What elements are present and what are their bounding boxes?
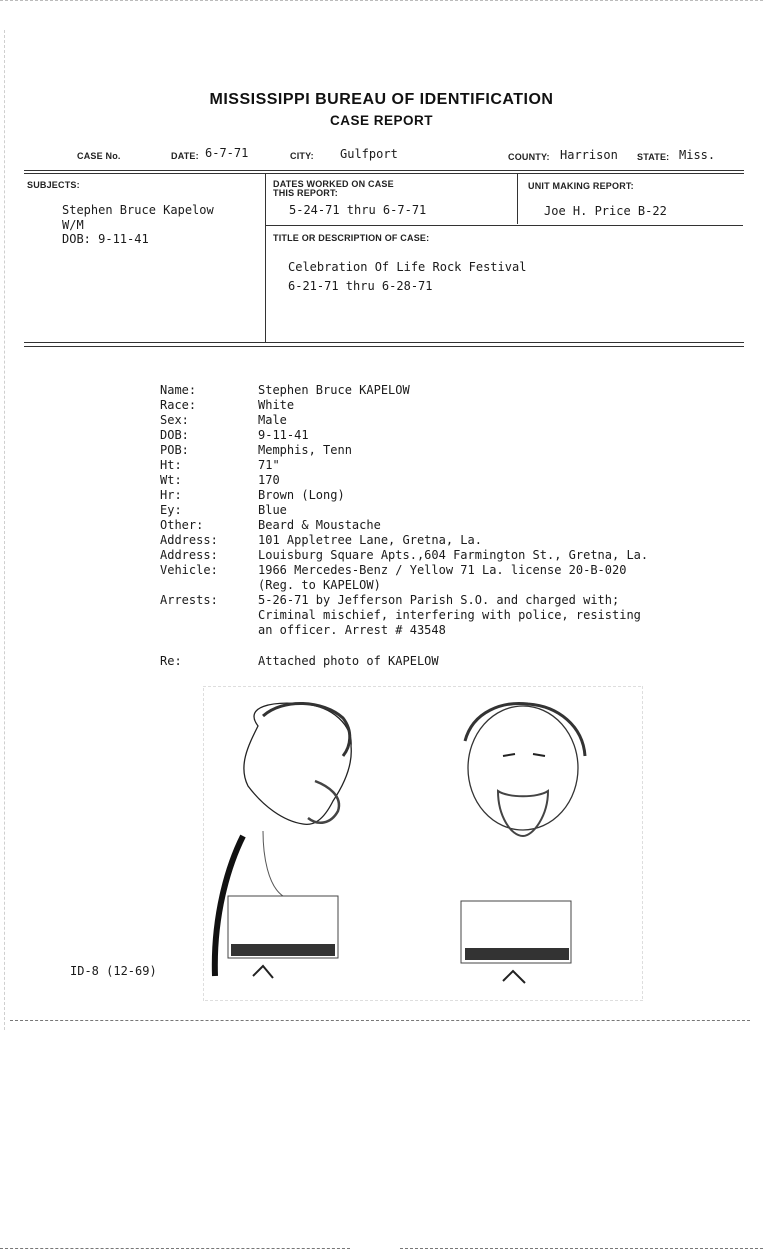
detail-label: DOB: [160,428,189,442]
unit-value: Joe H. Price B-22 [544,204,667,218]
re-value: Attached photo of KAPELOW [258,654,439,668]
detail-value: Male [258,413,287,427]
subject-dob: DOB: 9-11-41 [62,232,149,246]
form-code: ID-8 (12-69) [70,964,157,978]
subject-race-sex: W/M [62,218,84,232]
box-mid-line [265,225,743,226]
detail-value: 71" [258,458,280,472]
detail-label: Ey: [160,503,182,517]
dates-worked-label [273,180,394,198]
detail-value: 9-11-41 [258,428,309,442]
city-value: Gulfport [340,147,398,161]
detail-label: Sex: [160,413,189,427]
subject-name: Stephen Bruce Kapelow [62,203,214,217]
agency-title: MISSISSIPPI BUREAU OF IDENTIFICATION [209,91,554,108]
county-value: Harrison [560,148,618,162]
county-label: COUNTY: [508,152,550,162]
detail-label: Vehicle: [160,563,218,577]
detail-value: Brown (Long) [258,488,345,502]
detail-value: Blue [258,503,287,517]
box-top-line [24,170,744,171]
detail-value: Memphis, Tenn [258,443,352,457]
case-title-line-1: Celebration Of Life Rock Festival [288,260,527,274]
state-label: STATE: [637,152,670,162]
detail-value: Stephen Bruce KAPELOW [258,383,410,397]
box-divider-left [265,174,266,342]
detail-label: Address: [160,533,218,547]
dates-worked-label-line-1: DATES WORKED ON CASE [273,179,394,189]
detail-value: (Reg. to KAPELOW) [258,578,381,592]
detail-label: Wt: [160,473,182,487]
detail-value: 101 Appletree Lane, Gretna, La. [258,533,482,547]
page-top-border [0,0,763,1]
case-no-label: CASE No. [77,151,121,161]
box-divider-right [517,174,518,224]
detail-label: Hr: [160,488,182,502]
detail-value: 5-26-71 by Jefferson Parish S.O. and charged with; [258,593,620,607]
box-bottom-line [24,342,744,343]
mugshot-photo [203,686,643,1001]
re-label: Re: [160,654,182,668]
detail-value: Beard & Moustache [258,518,381,532]
dates-worked-label-line-2: THIS REPORT: [273,188,338,198]
unit-label: UNIT MAKING REPORT: [528,181,634,191]
page-fold-line [10,1020,750,1021]
box-bottom-line-2 [24,346,744,347]
date-label: DATE: [171,151,199,161]
box-top-line-2 [24,173,744,174]
page-bottom-line-right [400,1248,763,1249]
dates-worked-value: 5-24-71 thru 6-7-71 [289,203,427,217]
page-left-edge [4,30,5,1030]
detail-value: 170 [258,473,280,487]
detail-value: an officer. Arrest # 43548 [258,623,446,637]
detail-label: Arrests: [160,593,218,607]
detail-label: Race: [160,398,197,412]
case-title-line-2: 6-21-71 thru 6-28-71 [288,279,433,293]
city-label: CITY: [290,151,314,161]
detail-value: 1966 Mercedes-Benz / Yellow 71 La. license 20-B-020 [258,563,627,577]
detail-label: Other: [160,518,204,532]
document-type: CASE REPORT [329,113,433,128]
detail-label: Address: [160,548,218,562]
detail-value: Criminal mischief, interfering with police, resisting [258,608,641,622]
detail-label: Ht: [160,458,182,472]
detail-value: White [258,398,295,412]
detail-label: POB: [160,443,189,457]
date-value: 6-7-71 [205,146,249,160]
detail-label: Name: [160,383,197,397]
detail-value: Louisburg Square Apts.,604 Farmington St., Gretna, La. [258,548,649,562]
page-bottom-line-left [0,1248,350,1249]
subjects-label: SUBJECTS: [27,180,80,190]
state-value: Miss. [679,148,716,162]
case-title-label: TITLE OR DESCRIPTION OF CASE: [273,233,430,243]
